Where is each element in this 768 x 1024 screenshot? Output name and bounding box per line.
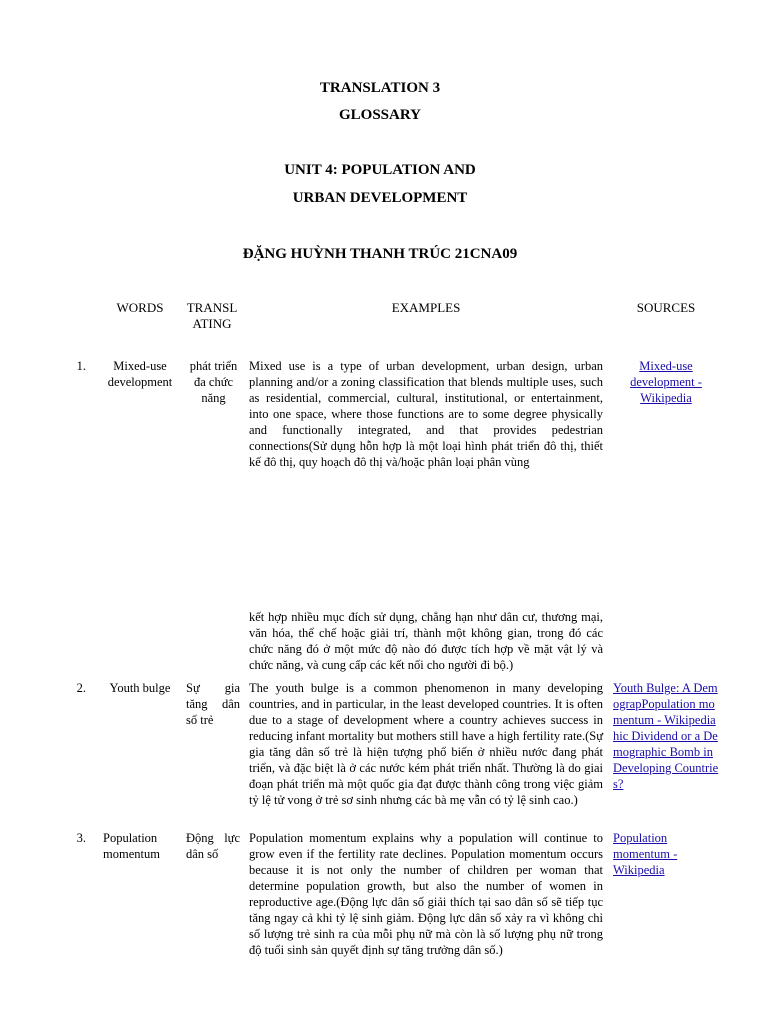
row-source-link[interactable]: Population momentum - Wikipedia — [613, 831, 678, 877]
row-translation: phát triển đa chức năng — [189, 359, 238, 405]
row-number: 3. — [76, 831, 86, 845]
row-word: Population momentum — [103, 831, 160, 861]
author-line: ĐẶNG HUỲNH THANH TRÚC 21CNA09 — [242, 246, 518, 262]
col-header-examples: EXAMPLES — [391, 300, 461, 315]
unit-title-line2: URBAN DEVELOPMENT — [292, 190, 468, 206]
row-word: Mixed-use development — [107, 359, 173, 389]
row-translation: Động lực dân số — [186, 831, 240, 861]
row-translation: Sự gia tăng dân số trẻ — [186, 681, 240, 727]
row-example-continued: kết hợp nhiều mục đích sử dụng, chẳng hạn như dân cư, thương mại, văn hóa, thể chế hoặc giải trí, thành một không gian, trong đó các chức năng đó ở một mức độ nào đó được tích hợp về mặt vật lý và chức năng, và cung cấp các kết nối cho người đi bộ.) — [249, 610, 603, 672]
col-header-translating — [182, 300, 242, 332]
row-number: 1. — [76, 359, 86, 373]
doc-subtitle: GLOSSARY — [339, 107, 421, 123]
row-word: Youth bulge — [109, 681, 171, 695]
unit-title-line1: UNIT 4: POPULATION AND — [284, 162, 476, 178]
col-header-translating-line2: ATING — [192, 316, 232, 331]
row-example: The youth bulge is a common phenomenon in many developing countries, and in particular, in the least developed countries. It is often due to a stage of development where a country achieves success in reducing infant mortality but mothers still have a high fertility rate.(Sự gia tăng dân số trẻ là hiện tượng phổ biến ở nhiều nước đang phát triển, và đặc biệt là ở các nước kém phát triển nhất. Thường là do giai đoạn phát triển mà một quốc gia đạt được thành công trong việc giảm tỷ lệ tử vong ở trẻ sơ sinh nhưng các bà mẹ vẫn có tỷ lệ sinh cao.) — [249, 681, 603, 807]
row-number: 2. — [76, 681, 86, 695]
row-source-link[interactable]: Mixed-use development - Wikipedia — [630, 359, 702, 405]
col-header-words: WORDS — [116, 300, 164, 315]
doc-title: TRANSLATION 3 — [319, 80, 441, 96]
row-example: Mixed use is a type of urban development, urban design, urban planning and/or a zoning classification that blends multiple uses, such as residential, commercial, cultural, institutional, or entertainment, into one space, where those functions are to some degree physically and functionally integrated, and that provides pedestrian connections(Sử dụng hỗn hợp là một loại hình phát triển đô thị, thiết kế đô thị, quy hoạch đô thị và/hoặc phân loại phân vùng — [249, 359, 603, 469]
col-header-sources: SOURCES — [636, 300, 696, 315]
row-example: Population momentum explains why a population will continue to grow even if the fertility rate declines. Population momentum occurs because it is not only the number of children per woman that determine population growth, but also the number of women in reproductive age.(Động lực dân số giải thích tại sao dân số sẽ tiếp tục tăng ngay cả khi tỷ lệ sinh giảm. Động lực dân số xảy ra vì không chỉ số lượng trẻ sinh ra của mỗi phụ nữ mà còn là số lượng phụ nữ trong độ tuổi sinh sản quyết định sự tăng trưởng dân số.) — [249, 831, 603, 957]
col-header-translating-line1: TRANSL — [186, 300, 238, 315]
row-source-link[interactable]: Youth Bulge: A DemograpPopulation momentum - Wikipediahic Dividend or a Demographic Bomb in Developing Countries? — [613, 681, 719, 791]
